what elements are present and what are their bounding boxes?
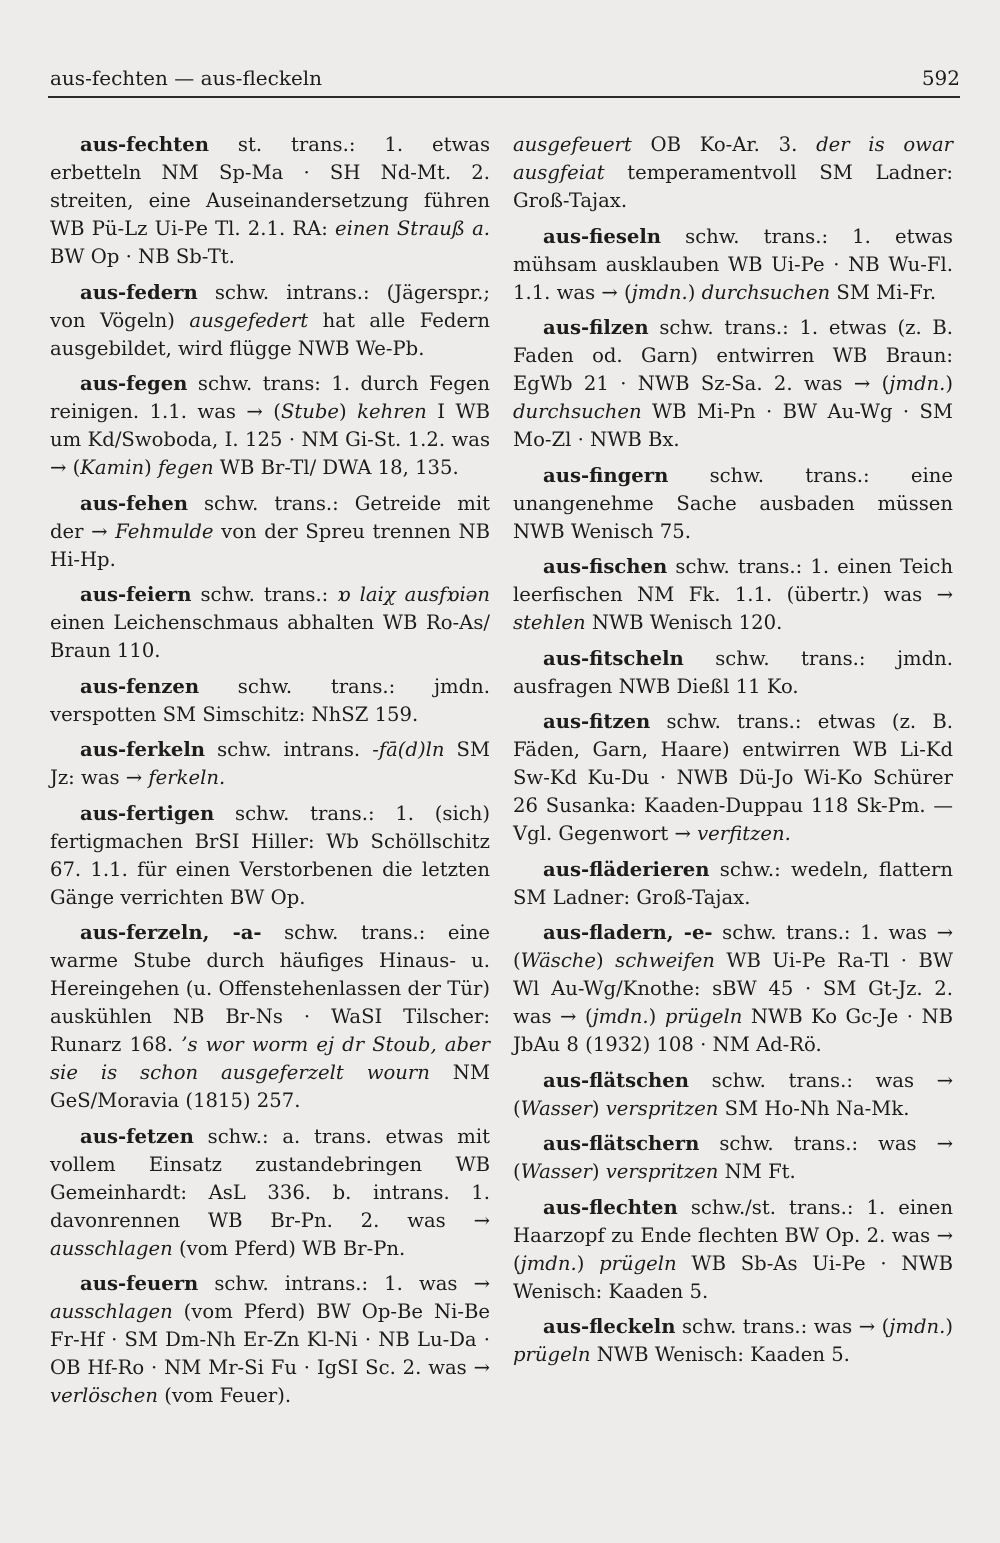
dictionary-entry: [513, 1194, 953, 1306]
entry-text: schw. trans.: was → (: [513, 1068, 953, 1120]
entry-text-italic: Wasser: [520, 1160, 592, 1183]
entry-headword: aus-federn: [80, 280, 198, 304]
entry-text-italic: -fā(d)ln: [372, 738, 445, 761]
entry-text: WB Br-Tl/ DWA 18, 135.: [213, 456, 459, 479]
page-number: 592: [921, 66, 960, 90]
entry-headword: aus-fischen: [543, 555, 668, 578]
entry-text: schw. trans.: eine unangenehme Sache ausbaden müssen NWB Wenisch 75.: [513, 463, 953, 543]
entry-text: ): [945, 1315, 953, 1338]
dictionary-entry: [50, 131, 490, 271]
entry-text: schw. intrans.: [205, 738, 373, 761]
entry-text: ): [591, 1160, 606, 1183]
entry-text: SM Ho-Nh Na-Mk.: [718, 1096, 910, 1120]
entry-headword: aus-flätschen: [543, 1068, 690, 1092]
entry-text-italic: jmdn.: [889, 1315, 946, 1338]
entry-text: NM GeS/Moravia (1815) 257.: [50, 1061, 491, 1112]
dictionary-entry: [50, 919, 490, 1115]
dictionary-entry: [50, 370, 490, 482]
dictionary-entry: [513, 223, 953, 307]
entry-continuation: [513, 131, 953, 215]
entry-text-italic: durchsuchen: [701, 280, 831, 304]
entry-text: ): [687, 280, 702, 304]
entry-text-italic: prügeln: [664, 1005, 743, 1028]
entry-text: schw. trans.: 1. etwas (z. B. Faden od. Garn) entwirren WB Braun: EgWb 21 · NWB Sz-Sa. 2. was → (: [513, 316, 953, 395]
entry-text: schw. trans.: etwas (z. B. Fäden, Garn, Haare) entwirren WB Li-Kd Sw-Kd Ku-Du · NWB Dü-Jo Wi-Ko Schürer 26 Susanka: Kaaden-Duppau 118 Sk-Pm. — Vgl. Gegenwort →: [513, 710, 953, 845]
entry-text-italic: der is owar ausgfeiat: [513, 133, 953, 184]
dictionary-entry: [50, 800, 490, 912]
entry-text: schw. trans.: Getreide mit der →: [50, 491, 490, 543]
entry-headword: aus-feiern: [80, 583, 192, 606]
entry-text-italic: Fehmulde: [115, 519, 214, 543]
entry-text: ): [591, 1096, 606, 1120]
entry-text: BW Op · NB Sb-Tt.: [50, 245, 235, 268]
dictionary-entry: [513, 1067, 953, 1123]
entry-text: NWB Wenisch 120.: [585, 611, 783, 634]
dictionary-entry: [513, 645, 953, 701]
entry-headword: aus-fitzen: [543, 710, 651, 733]
entry-text: OB Ko-Ar. 3.: [631, 133, 817, 156]
entry-text: (vom Pferd) WB Br-Pn.: [172, 1236, 406, 1260]
entry-text-italic: ’s wor worm ej dr Stoub, aber sie is schon ausgeferzelt wourn: [50, 1033, 490, 1084]
entry-headword: aus-fehen: [80, 491, 188, 515]
entry-text-italic: ausschlagen: [50, 1236, 173, 1260]
entry-text: schw. trans.: jmdn. ausfragen NWB Dießl 11 Ko.: [513, 646, 953, 698]
entry-text: schw.: a. trans. etwas mit vollem Einsatz zustandebringen WB Gemeinhardt: AsL 336. b. intrans. 1. davonrennen WB Br-Pn. 2. was →: [50, 1124, 490, 1232]
entry-text-italic: jmdn.: [592, 1005, 649, 1028]
entry-text: ): [576, 1251, 600, 1275]
entry-headword: aus-feuern: [80, 1272, 199, 1295]
entry-headword: aus-fläderieren: [543, 857, 710, 881]
entry-text-italic: Stube: [280, 400, 339, 423]
entry-text-italic: ausschlagen: [50, 1300, 173, 1323]
entry-text: schw.: wedeln, flattern SM Ladner: Groß-Tajax.: [513, 857, 953, 909]
page-header: [48, 62, 960, 98]
entry-text: WB Ui-Pe Ra-Tl · BW Wl Au-Wg/Knothe: sBW 45 · SM Gt-Jz. 2. was → (: [513, 949, 954, 1028]
dictionary-entry: [513, 1313, 953, 1369]
entry-text: schw. trans.: 1. (sich) fertigmachen BrSI Hiller: Wb Schöllschitz 67. 1.1. für einen Verstorbenen die letzten Gänge verrichten BW Op.: [50, 801, 490, 909]
entry-text: st. trans.: 1. etwas erbetteln NM Sp-Ma · SH Nd-Mt. 2. streiten, eine Auseinandersetzung führen WB Pü-Lz Ui-Pe Tl. 2.1. RA:: [50, 133, 490, 240]
dictionary-entry: [50, 1270, 490, 1410]
entry-text: NWB Ko Gc-Je · NB JbAu 8 (1932) 108 · NM Ad-Rö.: [513, 1005, 954, 1056]
entry-headword: aus-flechten: [543, 1195, 678, 1219]
running-head: aus-fechten — aus-fleckeln: [50, 66, 323, 90]
entry-headword: aus-fetzen: [80, 1124, 194, 1148]
entry-text: ): [945, 372, 953, 395]
dictionary-entry: [50, 490, 490, 574]
entry-text-italic: ausgefedert: [189, 308, 309, 332]
entry-headword: aus-fitscheln: [543, 646, 684, 670]
dictionary-entry: [513, 919, 953, 1059]
entry-text: schw. trans: 1. durch Fegen reinigen. 1.1. was → (: [50, 372, 490, 423]
entry-text: WB Mi-Pn · BW Au-Wg · SM Mo-Zl · NWB Bx.: [513, 400, 953, 451]
entry-text-italic: Kamin: [80, 456, 145, 479]
entry-headword: aus-fingern: [543, 463, 669, 487]
entry-text: einen Leichenschmaus abhalten WB Ro-As/ Braun 110.: [50, 611, 490, 662]
entry-headword: aus-fechten: [80, 133, 209, 156]
entry-text: (vom Feuer).: [157, 1384, 292, 1407]
entry-text-italic: Wäsche: [520, 949, 597, 972]
entry-text: (vom Pferd) BW Op-Be Ni-Be Fr-Hf · SM Dm-Nh Er-Zn Kl-Ni · NB Lu-Da · OB Hf-Ro · NM Mr-Si Fu · IgSI Sc. 2. was →: [50, 1300, 490, 1379]
dictionary-entry: [50, 673, 490, 729]
entry-text: schw. intrans.: 1. was →: [198, 1272, 490, 1295]
dictionary-entry: [513, 708, 953, 848]
entry-text: WB Sb-As Ui-Pe · NWB Wenisch: Kaaden 5.: [513, 1251, 953, 1303]
dictionary-entry: [50, 581, 490, 665]
entry-text-italic: prügeln: [513, 1343, 591, 1366]
entry-text-italic: verlöschen: [50, 1384, 158, 1407]
entry-text: SM Jz: was →: [50, 738, 491, 789]
entry-text: hat alle Federn ausgebildet, wird flügge NWB We-Pb.: [50, 308, 490, 360]
entry-text-italic: verspritzen: [605, 1160, 719, 1183]
entry-text: schw. trans.: eine warme Stube durch häufiges Hinaus- u. Hereingehen (u. Offenstehenlassen der Tür) auskühlen NB Br-Ns · WaSI Tilscher: Runarz 168.: [50, 921, 490, 1056]
entry-headword: aus-fenzen: [80, 674, 200, 698]
entry-headword: aus-fertigen: [80, 801, 215, 825]
entry-text-italic: einen Strauß a.: [335, 217, 490, 240]
entry-text-italic: fegen: [157, 456, 214, 479]
entry-text-italic: jmdn.: [520, 1251, 577, 1275]
entry-headword: aus-ferzeln, -a-: [80, 921, 262, 944]
entry-text-italic: durchsuchen: [513, 400, 642, 423]
entry-text: SM Mi-Fr.: [830, 280, 937, 304]
entry-text-italic: verspritzen: [605, 1096, 719, 1120]
entry-text: temperamentvoll SM Ladner: Groß-Tajax.: [513, 161, 953, 212]
entry-text-italic: stehlen: [513, 611, 586, 634]
entry-text-italic: schweifen: [615, 949, 715, 972]
dictionary-entry: [50, 279, 490, 363]
entry-text: ): [648, 1005, 665, 1028]
entry-text-italic: ferkeln.: [148, 766, 226, 789]
entry-text: ): [144, 456, 158, 479]
entry-text: schw./st. trans.: 1. einen Haarzopf zu Ende flechten BW Op. 2. was → (: [513, 1195, 953, 1275]
entry-text: NM Ft.: [718, 1160, 796, 1183]
entry-text: schw. intrans.: (Jägerspr.; von Vögeln): [50, 280, 490, 332]
dictionary-entry: [513, 314, 953, 454]
dictionary-entry: [513, 1130, 953, 1186]
entry-text: schw. trans.: was → (: [513, 1132, 953, 1183]
dictionary-entry: [50, 1123, 490, 1263]
entry-headword: aus-fleckeln: [543, 1315, 676, 1338]
entry-headword: aus-fieseln: [543, 224, 662, 248]
entry-text: schw. trans.: jmdn. verspotten SM Simschitz: NhSZ 159.: [50, 674, 490, 726]
entry-text-italic: kehren: [357, 400, 427, 423]
entry-text-italic: ɒ laiχ ausfɒiən: [337, 583, 490, 606]
entry-text-italic: prügeln: [599, 1251, 677, 1275]
entry-headword: aus-fladern, -e-: [543, 921, 713, 944]
entry-headword: aus-flätschern: [543, 1132, 700, 1155]
entry-text-italic: jmdn.: [889, 372, 946, 395]
entry-headword: aus-ferkeln: [80, 738, 206, 761]
dictionary-entry: [513, 553, 953, 637]
entry-text-italic: verfitzen.: [697, 822, 791, 845]
entry-text: schw. trans.: 1. einen Teich leerfischen NM Fk. 1.1. (übertr.) was →: [513, 555, 953, 606]
entry-headword: aus-filzen: [543, 316, 649, 339]
entry-headword: aus-fegen: [80, 372, 188, 395]
entry-text: von der Spreu trennen NB Hi-Hp.: [50, 519, 490, 571]
entry-text: schw. trans.:: [191, 583, 338, 606]
entry-text: schw. trans.: 1. was → (: [513, 921, 953, 972]
entry-text: ): [339, 400, 358, 423]
left-column: [50, 131, 490, 1418]
entry-text: NWB Wenisch: Kaaden 5.: [590, 1343, 850, 1366]
entry-text: schw. trans.: 1. etwas mühsam ausklauben WB Ui-Pe · NB Wu-Fl. 1.1. was → (: [513, 224, 953, 304]
entry-text: schw. trans.: was → (: [675, 1315, 890, 1338]
right-column: [513, 131, 953, 1377]
dictionary-entry: [513, 462, 953, 546]
dictionary-entry: [50, 736, 490, 792]
entry-text: ): [596, 949, 616, 972]
entry-text-italic: ausgefeuert: [513, 133, 632, 156]
entry-text: I WB um Kd/Swoboda, I. 125 · NM Gi-St. 1.2. was → (: [50, 400, 491, 479]
entry-text-italic: jmdn.: [631, 280, 688, 304]
dictionary-entry: [513, 856, 953, 912]
entry-text-italic: Wasser: [520, 1096, 592, 1120]
